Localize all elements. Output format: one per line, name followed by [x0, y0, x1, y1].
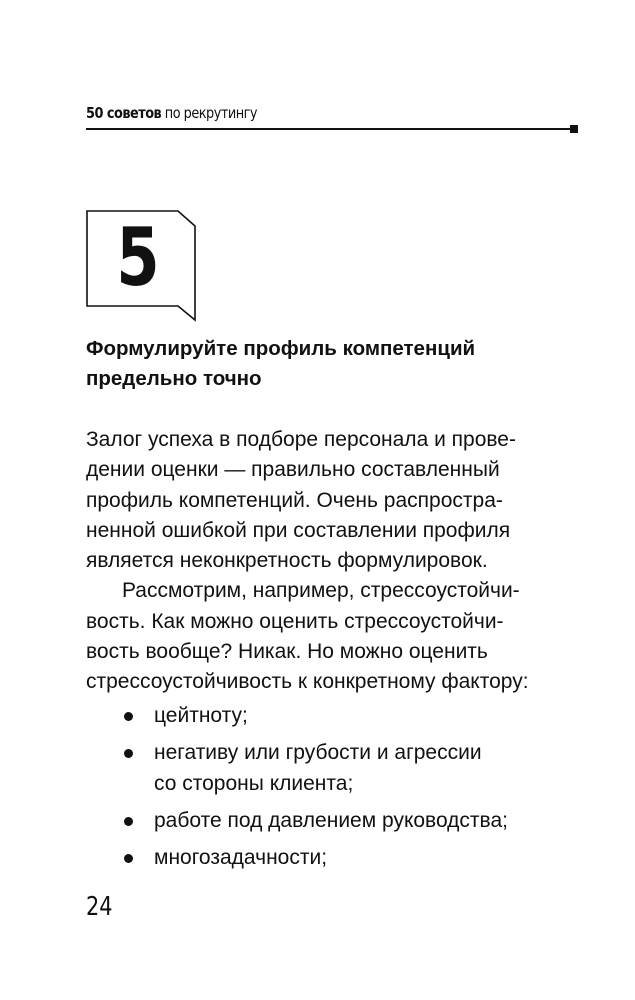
- text-line: вость вообще? Никак. Но можно оценить: [86, 640, 488, 664]
- bullet-dot-icon: [124, 854, 133, 863]
- header-rule: [86, 128, 573, 130]
- list-item: [86, 701, 586, 731]
- text-line: является неконкретность формулировок.: [86, 549, 488, 573]
- bullet-dot-icon: [124, 817, 133, 826]
- text-line: Рассмотрим, например, стрессоустойчи-: [122, 579, 520, 603]
- text-line: вость. Как можно оценить стрессоустойчи-: [86, 609, 504, 633]
- bullet-dot-icon: [124, 712, 133, 721]
- running-head-regular: по рекрутингу: [161, 104, 258, 122]
- list-item: [86, 806, 586, 836]
- list-item-text: работе под давлением руководства;: [154, 808, 508, 832]
- list-item: [86, 738, 586, 799]
- paragraph: [86, 576, 586, 697]
- header-rule-square: [570, 125, 578, 133]
- running-head: [86, 104, 257, 122]
- tip-title-line: предельно точно: [86, 367, 262, 390]
- text-line: стрессоустойчивость к конкретному фактору:: [86, 670, 529, 694]
- list-item-text: со стороны клиента;: [154, 771, 354, 795]
- tip-title: [86, 334, 556, 394]
- body-text: [86, 425, 586, 698]
- tip-number: 5: [116, 211, 160, 304]
- list-item: [86, 843, 586, 873]
- text-line: Залог успеха в подборе персонала и прове-: [86, 428, 516, 451]
- bullet-dot-icon: [124, 749, 133, 758]
- list-item-text: цейтноту;: [154, 704, 248, 727]
- list-item-text: негативу или грубости и агрессии: [154, 741, 482, 765]
- paragraph: [86, 425, 586, 576]
- text-line: дении оценки — правильно составленный: [86, 458, 500, 482]
- tip-title-line: Формулируйте профиль компетенций: [86, 337, 476, 360]
- running-head-bold: 50 советов: [86, 104, 162, 122]
- text-line: профиль компетенций. Очень распростра-: [86, 488, 503, 512]
- page-number: 24: [86, 892, 113, 922]
- bullet-list: [86, 701, 586, 880]
- list-item-text: многозадачности;: [154, 846, 328, 870]
- text-line: ненной ошибкой при составлении профиля: [86, 518, 511, 542]
